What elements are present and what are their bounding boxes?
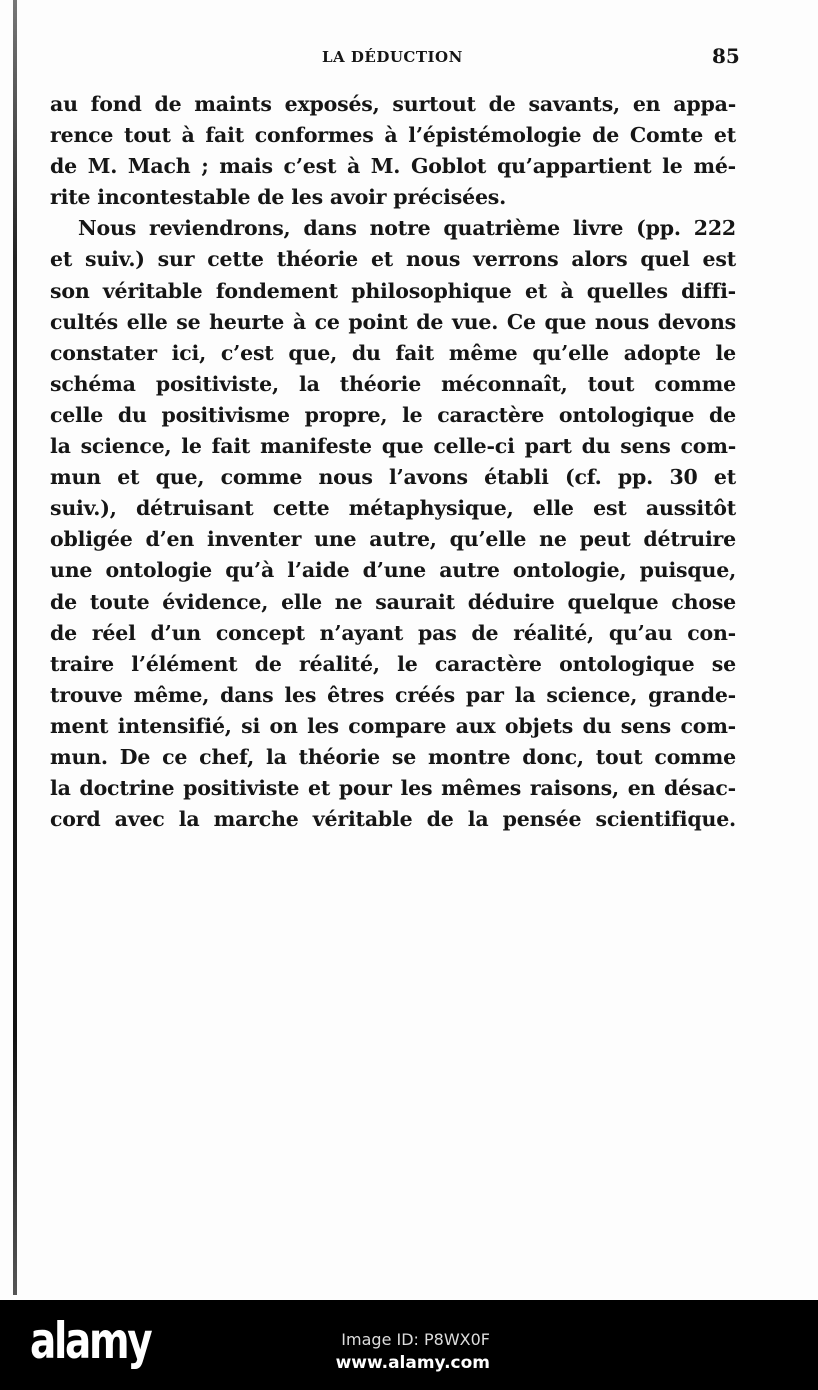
text-line: cord avec la marche véritable de la pensée scientifique. [50,807,736,832]
site-url: www.alamy.com [335,1353,490,1373]
text-line: une ontologie qu’à l’aide d’une autre ontologie, puisque, [50,558,736,583]
text-line: traire l’élément de réalité, le caractère ontologique se [50,651,736,676]
text-line: la science, le fait manifeste que celle-ci part du sens com- [50,434,736,459]
text-line: celle du positivisme propre, le caractère ontologique de [50,402,736,427]
page-edge-shadow [13,0,17,1295]
running-title: LA DÉDUCTION [322,48,463,66]
text-line: de réel d’un concept n’ayant pas de réalité, qu’au con- [50,620,736,645]
text-line: mun et que, comme nous l’avons établi (cf. pp. 30 et [50,465,736,490]
text-line: la doctrine positiviste et pour les mêmes raisons, en désac- [50,776,736,801]
text-line: constater ici, c’est que, du fait même qu’elle adopte le [50,340,736,365]
text-line: schéma positiviste, la théorie méconnaît, tout comme [50,371,736,396]
text-line: trouve même, dans les êtres créés par la science, grande- [50,682,736,707]
image-id: Image ID: P8WX0F [341,1330,490,1349]
text-line: cultés elle se heurte à ce point de vue. Ce que nous devons [50,309,736,334]
text-line: de toute évidence, elle ne saurait déduire quelque chose [50,589,736,614]
text-line: suiv.), détruisant cette métaphysique, elle est aussitôt [50,496,736,521]
text-line: mun. De ce chef, la théorie se montre donc, tout comme [50,744,736,769]
text-line: obligée d’en inventer une autre, qu’elle ne peut détruire [50,527,736,552]
paragraph [50,213,736,835]
paragraph [50,89,736,213]
text-line: et suiv.) sur cette théorie et nous verrons alors quel est [50,247,736,272]
body-text [50,89,736,835]
text-line: ment intensifié, si on les compare aux objets du sens com- [50,713,736,738]
text-line: son véritable fondement philosophique et à quelles diffi- [50,278,736,303]
text-line: rence tout à fait conformes à l’épistémologie de Comte et [50,123,736,148]
watermark-bar [0,1300,818,1390]
text-line: Nous reviendrons, dans notre quatrième livre (pp. 222 [78,216,736,241]
page-number: 85 [712,44,740,68]
text-line: de M. Mach ; mais c’est à M. Goblot qu’appartient le mé- [50,154,736,179]
alamy-logo: alamy [30,1312,151,1370]
text-line: rite incontestable de les avoir précisées. [50,185,507,210]
text-line: au fond de maints exposés, surtout de savants, en appa- [50,92,736,116]
page-header [0,44,818,70]
